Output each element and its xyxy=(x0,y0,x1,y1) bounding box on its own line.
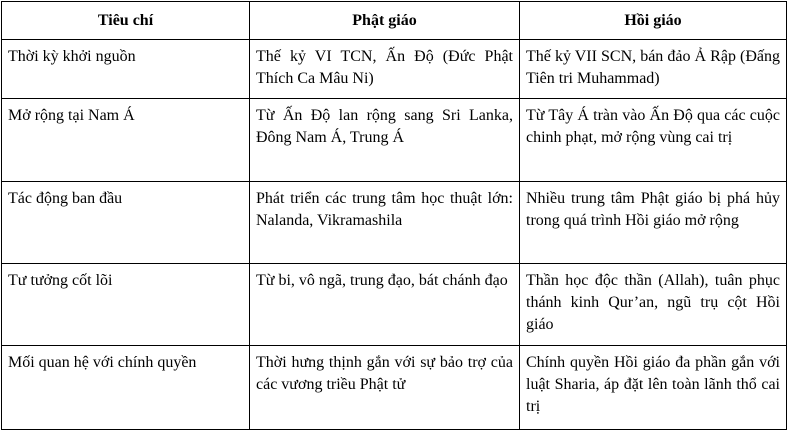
table-row xyxy=(2,346,787,430)
comparison-table xyxy=(1,1,787,430)
islam-cell: Từ Tây Á tràn vào Ấn Độ qua các cuộc chinh phạt, mở rộng vùng cai trị xyxy=(520,99,787,182)
header-row xyxy=(2,2,787,40)
buddhism-cell: Từ Ấn Độ lan rộng sang Sri Lanka, Đông Nam Á, Trung Á xyxy=(250,99,520,182)
header-criterion: Tiêu chí xyxy=(2,2,250,40)
table-row xyxy=(2,40,787,99)
header-buddhism: Phật giáo xyxy=(250,2,520,40)
islam-cell: Chính quyền Hồi giáo đa phần gắn với luật Sharia, áp đặt lên toàn lãnh thổ cai trị xyxy=(520,346,787,430)
criterion-cell: Mở rộng tại Nam Á xyxy=(2,99,250,182)
criterion-cell: Tác động ban đầu xyxy=(2,182,250,264)
islam-cell: Thế kỷ VII SCN, bán đảo Ả Rập (Đấng Tiên tri Muhammad) xyxy=(520,40,787,99)
criterion-cell: Tư tưởng cốt lõi xyxy=(2,264,250,346)
buddhism-cell: Thế kỷ VI TCN, Ấn Độ (Đức Phật Thích Ca Mâu Ni) xyxy=(250,40,520,99)
islam-cell: Nhiều trung tâm Phật giáo bị phá hủy trong quá trình Hồi giáo mở rộng xyxy=(520,182,787,264)
header-islam: Hồi giáo xyxy=(520,2,787,40)
buddhism-cell: Từ bi, vô ngã, trung đạo, bát chánh đạo xyxy=(250,264,520,346)
table-row xyxy=(2,182,787,264)
buddhism-cell: Phát triển các trung tâm học thuật lớn: Nalanda, Vikramashila xyxy=(250,182,520,264)
buddhism-cell: Thời hưng thịnh gắn với sự bảo trợ của các vương triều Phật tử xyxy=(250,346,520,430)
criterion-cell: Thời kỳ khởi nguồn xyxy=(2,40,250,99)
islam-cell: Thần học độc thần (Allah), tuân phục thánh kinh Qur’an, ngũ trụ cột Hồi giáo xyxy=(520,264,787,346)
table-row xyxy=(2,99,787,182)
table-row xyxy=(2,264,787,346)
criterion-cell: Mối quan hệ với chính quyền xyxy=(2,346,250,430)
